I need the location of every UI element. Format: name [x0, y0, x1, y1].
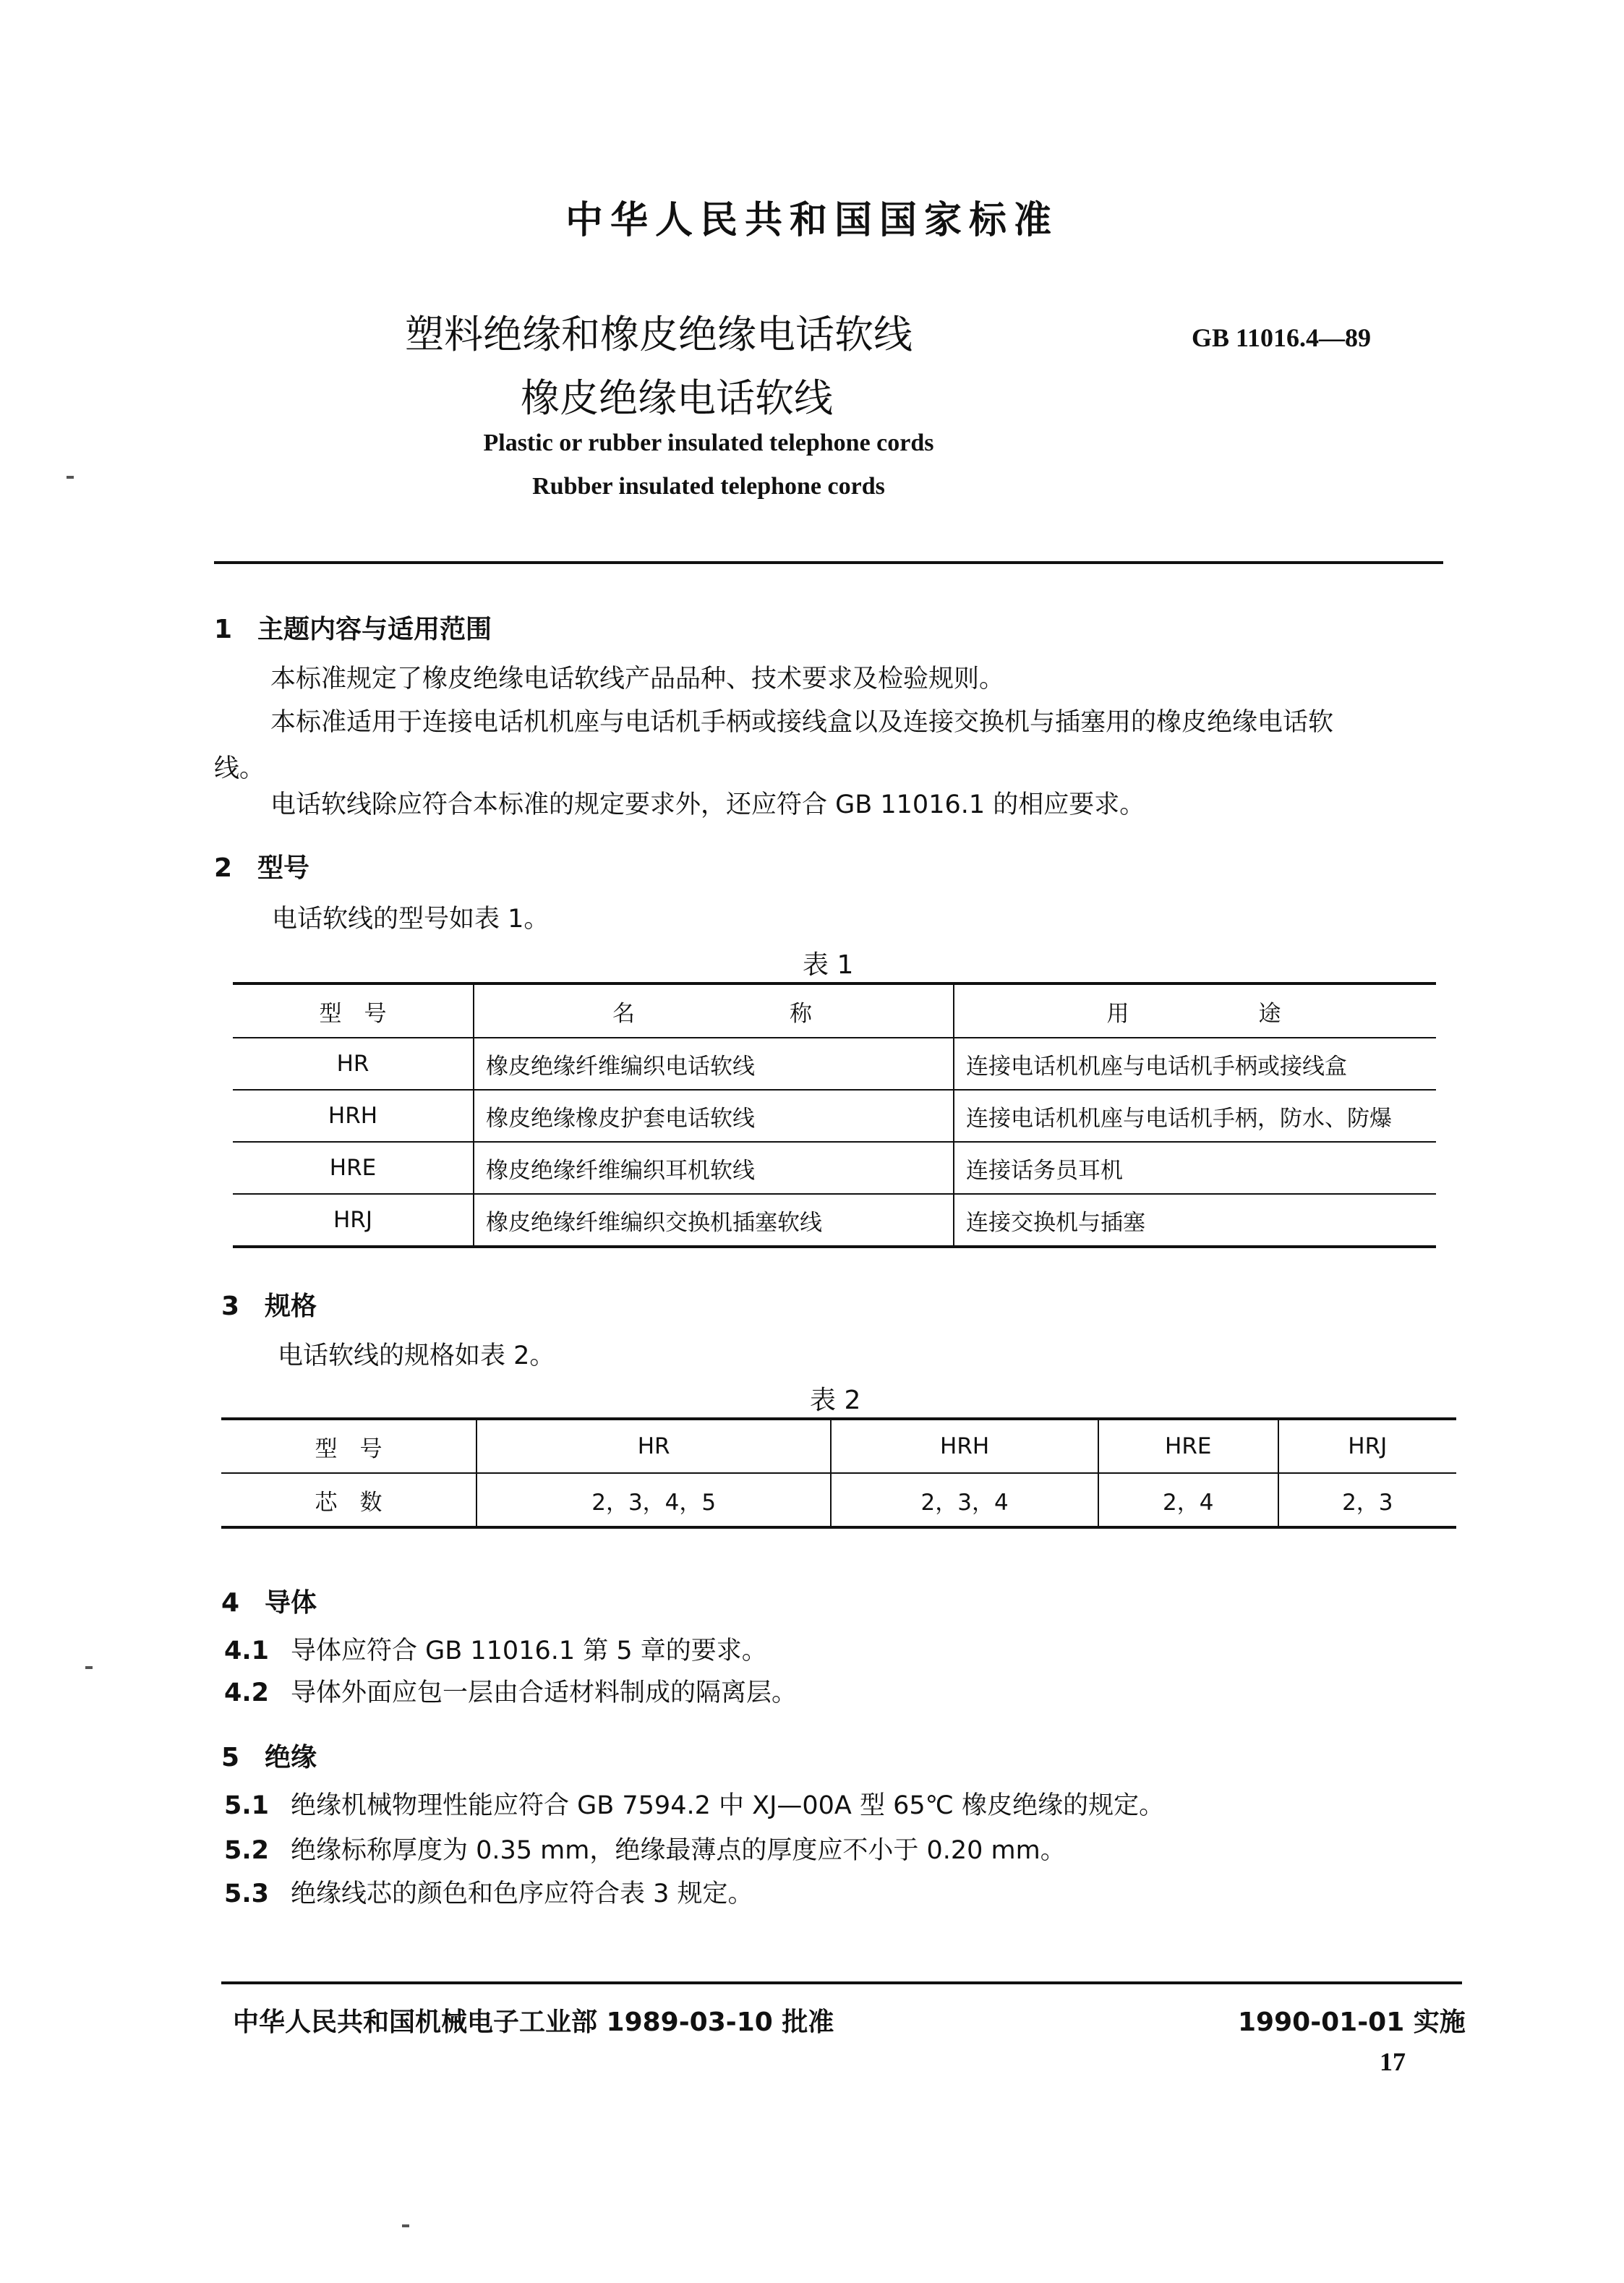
effective-date: 1990-01-01 实施 [1238, 2007, 1466, 2037]
table-header-cell: HR [476, 1419, 831, 1473]
clause-4-1 [224, 1636, 767, 1666]
table-row [221, 1473, 1456, 1527]
clause-number: 5.3 [224, 1879, 270, 1908]
clause-number: 4.1 [224, 1636, 270, 1665]
table-header-cell: HRE [1098, 1419, 1278, 1473]
section-title: 绝缘 [265, 1743, 317, 1772]
section-number: 5 [221, 1743, 240, 1772]
table-cell: HRE [233, 1142, 474, 1194]
section-title: 规格 [265, 1292, 317, 1321]
table-cell: 连接电话机机座与电话机手柄或接线盒 [954, 1038, 1436, 1090]
table-row [233, 1194, 1436, 1247]
table-row [233, 1038, 1436, 1090]
clause-5-2 [224, 1835, 1066, 1866]
section-number: 3 [221, 1292, 240, 1321]
clause-number: 5.2 [224, 1836, 270, 1865]
table-1 [233, 982, 1436, 1248]
section-3-heading [221, 1286, 317, 1323]
table-1-caption: 表 1 [803, 950, 854, 980]
title-en-main: Plastic or rubber insulated telephone cords [483, 430, 934, 456]
section-1-para-2: 本标准适用于连接电话机机座与电话机手柄或接线盒以及连接交换机与插塞用的橡皮绝缘电话软 [270, 708, 1334, 737]
section-2-para-1: 电话软线的型号如表 1。 [272, 905, 550, 934]
section-number: 4 [221, 1588, 240, 1618]
table-row [233, 1142, 1436, 1194]
standard-code: GB 11016.4—89 [1192, 323, 1372, 352]
table-cell: 橡皮绝缘纤维编织耳机软线 [474, 1142, 954, 1194]
table-cell: 2，3，4 [831, 1473, 1098, 1527]
table-header-cell: 名 称 [474, 983, 954, 1038]
table-cell: 橡皮绝缘纤维编织电话软线 [474, 1038, 954, 1090]
clause-text: 绝缘机械物理性能应符合 GB 7594.2 中 XJ—00A 型 65℃ 橡皮绝缘的规定。 [291, 1791, 1165, 1820]
page-number: 17 [1380, 2047, 1406, 2076]
table-header-row [221, 1419, 1456, 1473]
table-header-cell: 型 号 [233, 983, 474, 1038]
table-cell: 连接电话机机座与电话机手柄，防水、防爆 [954, 1090, 1436, 1142]
section-3-para-1: 电话软线的规格如表 2。 [278, 1341, 555, 1370]
clause-4-2 [224, 1678, 797, 1708]
section-2-heading [214, 848, 309, 884]
title-zh-main: 塑料绝缘和橡皮绝缘电话软线 [405, 312, 913, 357]
table-header-cell: 用 途 [954, 983, 1436, 1038]
section-4-heading [221, 1582, 317, 1619]
clause-5-1 [224, 1791, 1164, 1821]
table-cell: 连接交换机与插塞 [954, 1194, 1436, 1247]
clause-number: 5.1 [224, 1791, 270, 1820]
clause-text: 导体外面应包一层由合适材料制成的隔离层。 [291, 1678, 798, 1707]
section-1-para-1: 本标准规定了橡皮绝缘电话软线产品品种、技术要求及检验规则。 [270, 665, 1005, 694]
title-en-sub: Rubber insulated telephone cords [532, 473, 885, 500]
table-header-cell: HRH [831, 1419, 1098, 1473]
table-header-cell: HRJ [1278, 1419, 1456, 1473]
table-cell: 芯 数 [221, 1473, 476, 1527]
table-cell: HRJ [233, 1194, 474, 1247]
clause-text: 绝缘标称厚度为 0.35 mm，绝缘最薄点的厚度应不小于 0.20 mm。 [291, 1836, 1066, 1865]
section-title: 型号 [257, 853, 310, 883]
section-number: 2 [214, 853, 233, 883]
section-1-para-2-cont: 线。 [214, 754, 265, 783]
table-cell: 2，3，4，5 [476, 1473, 831, 1527]
section-1-heading [214, 609, 492, 646]
table-cell: 2，3 [1278, 1473, 1456, 1527]
table-header-cell: 型 号 [221, 1419, 476, 1473]
clause-5-3 [224, 1879, 753, 1909]
table-2-caption: 表 2 [810, 1386, 861, 1415]
clause-text: 导体应符合 GB 11016.1 第 5 章的要求。 [291, 1636, 767, 1665]
scan-mark [85, 1666, 93, 1669]
table-cell: 橡皮绝缘橡皮护套电话软线 [474, 1090, 954, 1142]
standard-title: 中华人民共和国国家标准 [565, 199, 1059, 242]
section-number: 1 [214, 615, 233, 644]
table-cell: HRH [233, 1090, 474, 1142]
section-title: 主题内容与适用范围 [257, 615, 492, 644]
scan-mark [402, 2224, 409, 2227]
table-header-row [233, 983, 1436, 1038]
clause-number: 4.2 [224, 1678, 270, 1707]
table-cell: 连接话务员耳机 [954, 1142, 1436, 1194]
clause-text: 绝缘线芯的颜色和色序应符合表 3 规定。 [291, 1879, 753, 1908]
table-2 [221, 1417, 1456, 1529]
table-row [233, 1090, 1436, 1142]
title-zh-sub: 橡皮绝缘电话软线 [521, 375, 833, 421]
table-cell: 2，4 [1098, 1473, 1278, 1527]
table-cell: HR [233, 1038, 474, 1090]
section-1-para-3: 电话软线除应符合本标准的规定要求外，还应符合 GB 11016.1 的相应要求。 [270, 790, 1145, 819]
section-title: 导体 [265, 1588, 317, 1618]
scan-mark [67, 476, 74, 479]
approval-line: 中华人民共和国机械电子工业部 1989-03-10 批准 [233, 2007, 834, 2037]
header-divider [214, 561, 1443, 564]
section-5-heading [221, 1737, 317, 1774]
table-cell: 橡皮绝缘纤维编织交换机插塞软线 [474, 1194, 954, 1247]
footer-divider [221, 1981, 1462, 1984]
